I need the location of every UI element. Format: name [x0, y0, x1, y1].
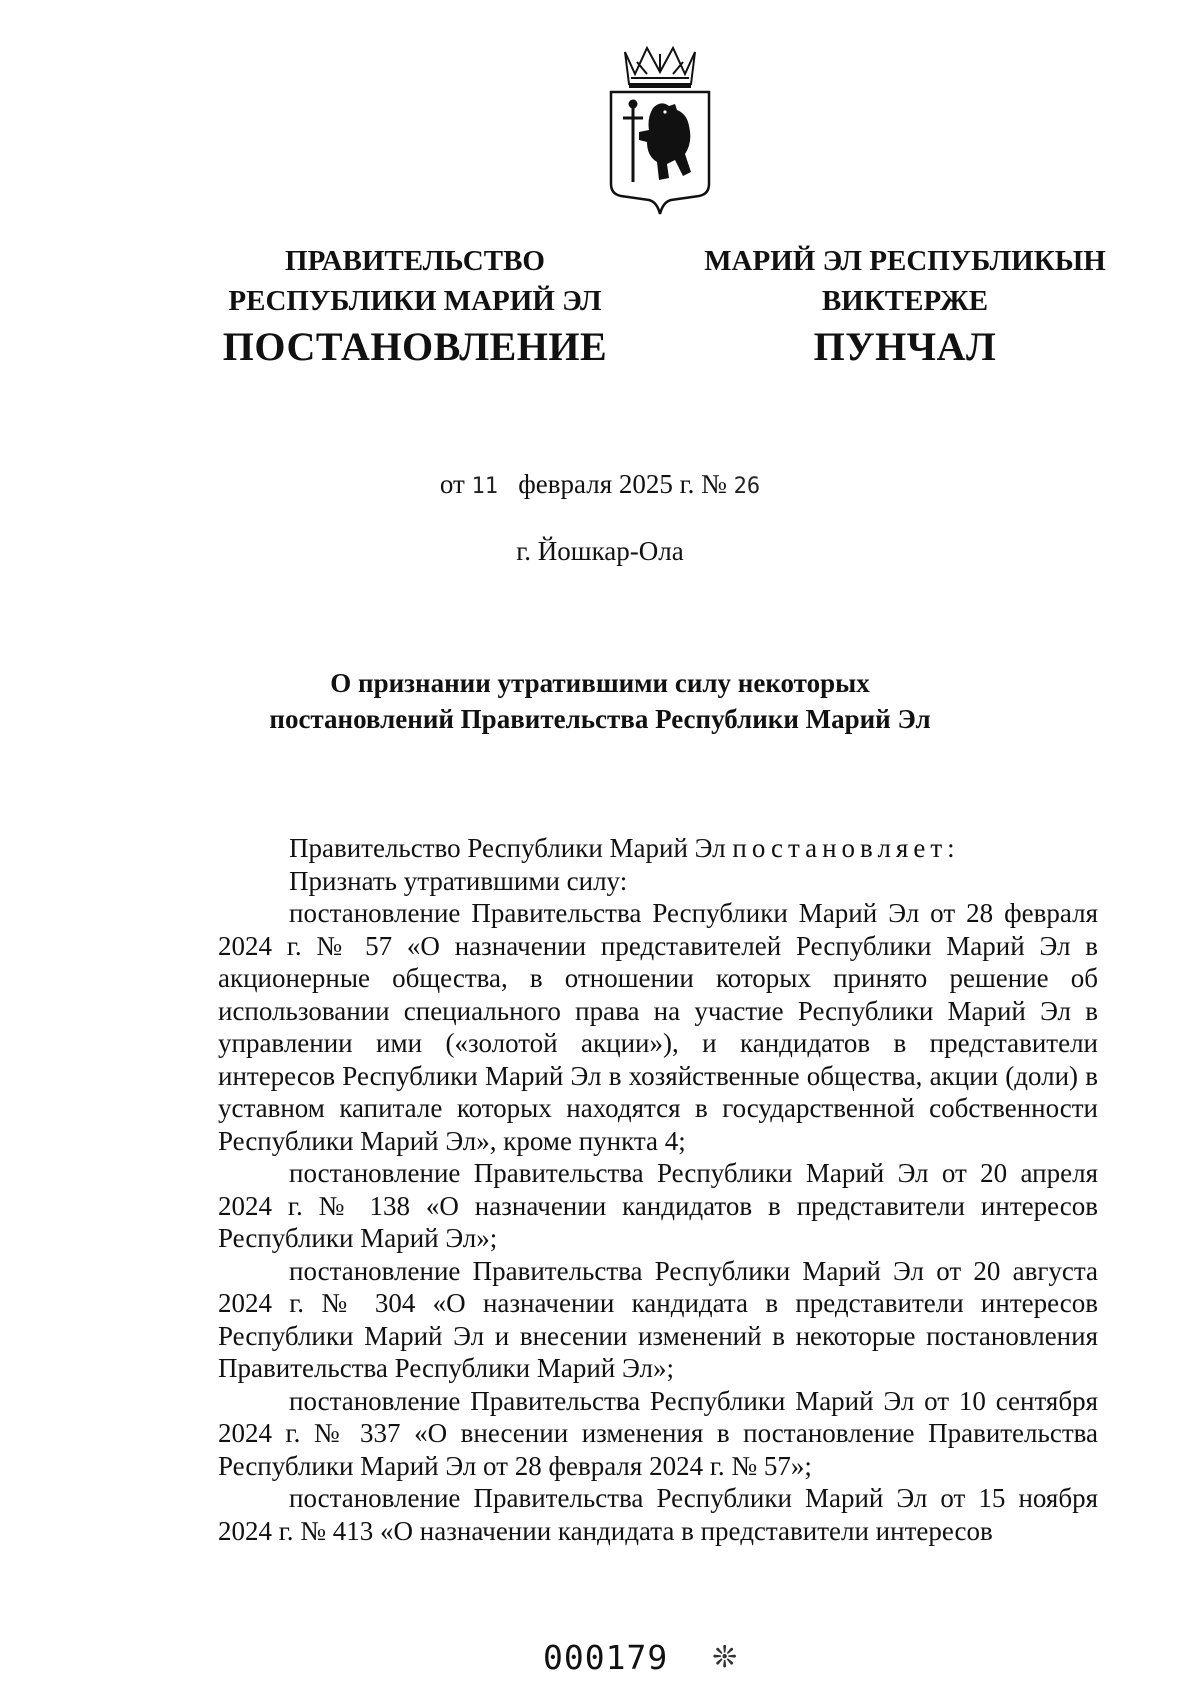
document-number: 26: [733, 474, 761, 499]
document-title-line2: постановлений Правительства Республики Марий Эл: [269, 704, 931, 734]
date-day: 11: [471, 474, 499, 499]
preamble-action: постановляет:: [732, 833, 960, 863]
header-right-line1: МАРИЙ ЭЛ РЕСПУБЛИКЫН: [704, 245, 1106, 277]
list-item: постановление Правительства Республики Марий Эл от 15 ноября 2024 г. № 413 «О назначении кандидата в представители интересов: [218, 1483, 1098, 1546]
coat-of-arms-emblem: [601, 44, 719, 220]
date-prefix: от: [439, 469, 465, 499]
date-month-year: февраля 2025 г. №: [518, 469, 727, 499]
lead-paragraph: Признать утратившими силу:: [289, 865, 628, 896]
header-right-line2: ВИКТЕРЖЕ: [821, 285, 989, 317]
list-item: постановление Правительства Республики Марий Эл от 20 апреля 2024 г. № 138 «О назначении кандидатов в представители интересов Республики Марий Эл»;: [218, 1158, 1098, 1253]
document-title: [0, 665, 1200, 737]
header-left-line1: ПРАВИТЕЛЬСТВО: [285, 245, 545, 277]
city-name: г. Йошкар-Ола: [516, 536, 684, 566]
document-body: [218, 832, 1098, 1547]
list-item: постановление Правительства Республики Марий Эл от 10 сентября 2024 г. № 337 «О внесении изменения в постановление Правительства Республики Марий Эл от 28 февраля 2024 г. № 57»;: [218, 1385, 1098, 1481]
serial-number: 000179: [543, 1638, 669, 1677]
document-type-title-mari: ПУНЧАЛ: [813, 324, 997, 369]
list-item: постановление Правительства Республики Марий Эл от 20 августа 2024 г. № 304 «О назначении кандидата в представители интересов Республики Марий Эл и внесении изменений в некоторые постановления Правительства Республики Марий Эл»;: [218, 1255, 1098, 1383]
date-number-line: [0, 469, 1200, 500]
document-type-title: ПОСТАНОВЛЕНИЕ: [222, 324, 608, 369]
preamble-paragraph: [218, 832, 1098, 865]
header-right-block: [670, 241, 1140, 321]
header-left-block: [200, 241, 630, 321]
list-item: постановление Правительства Республики Марий Эл от 28 февраля 2024 г. № 57 «О назначении представителей Республики Марий Эл в акционерные общества, в отношении которых принято решение об использовании специального права на участие Республики Марий Эл в управлении ими («золотой акции»), и кандидатов в представители интересов Республики Марий Эл в хозяйственные общества, акции (доли) в уставном капитале которых находятся в государственной собственности Республики Марий Эл», кроме пункта 4;: [218, 898, 1098, 1156]
preamble-text: Правительство Республики Марий Эл: [289, 833, 726, 863]
star-mark-icon: ❊: [712, 1640, 738, 1675]
document-title-line1: О признании утратившими силу некоторых: [330, 668, 870, 698]
header-left-line2: РЕСПУБЛИКИ МАРИЙ ЭЛ: [228, 285, 602, 317]
